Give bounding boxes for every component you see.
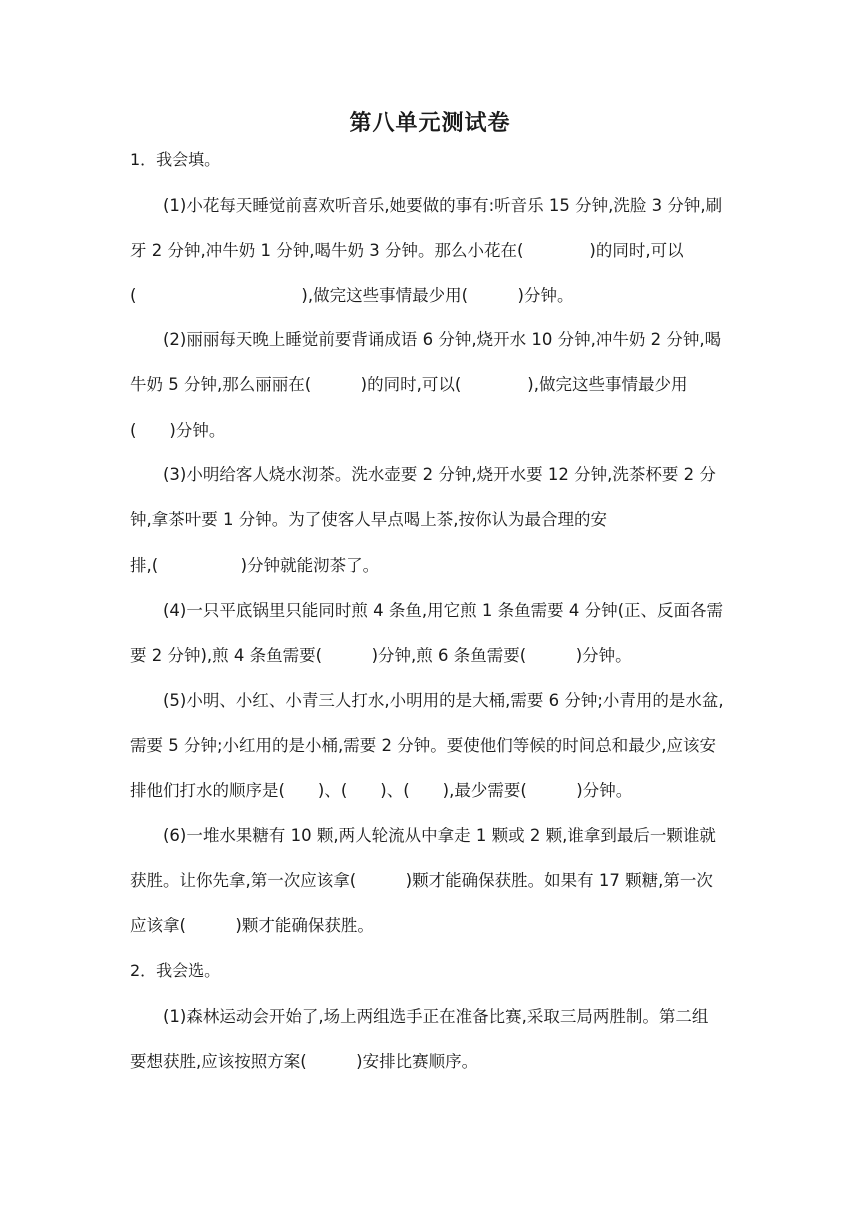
question-4-line-1: (4)一只平底锅里只能同时煎 4 条鱼,用它煎 1 条鱼需要 4 分钟(正、反面各需	[163, 601, 724, 620]
question-5-line-2: 需要 5 分钟;小红用的是小桶,需要 2 分钟。要使他们等候的时间总和最少,应该安	[130, 736, 717, 755]
question-6-line-3: 应该拿( )颗才能确保获胜。	[130, 916, 374, 935]
question-5-line-1: (5)小明、小红、小青三人打水,小明用的是大桶,需要 6 分钟;小青用的是水盆,	[163, 691, 724, 710]
choice-question-1-line-2: 要想获胜,应该按照方案( )安排比赛顺序。	[130, 1052, 479, 1071]
page-title: 第八单元测试卷	[349, 110, 511, 136]
question-1-line-1: (1)小花每天睡觉前喜欢听音乐,她要做的事有:听音乐 15 分钟,洗脸 3 分钟,刷	[163, 196, 723, 215]
section-heading-choose: 2．我会选。	[130, 961, 221, 980]
question-2-line-2: 牛奶 5 分钟,那么丽丽在( )的同时,可以( ),做完这些事情最少用	[130, 375, 688, 394]
question-5-line-3: 排他们打水的顺序是( )、( )、( ),最少需要( )分钟。	[130, 781, 633, 800]
question-1-line-2: 牙 2 分钟,冲牛奶 1 分钟,喝牛奶 3 分钟。那么小花在( )的同时,可以	[130, 241, 684, 260]
question-4-line-2: 要 2 分钟),煎 4 条鱼需要( )分钟,煎 6 条鱼需要( )分钟。	[130, 646, 632, 665]
question-1-line-3: ( ),做完这些事情最少用( )分钟。	[130, 286, 574, 305]
question-3-line-1: (3)小明给客人烧水沏茶。洗水壶要 2 分钟,烧开水要 12 分钟,洗茶杯要 2 分	[163, 465, 716, 484]
question-6-line-1: (6)一堆水果糖有 10 颗,两人轮流从中拿走 1 颗或 2 颗,谁拿到最后一颗谁就	[163, 826, 716, 845]
question-6-line-2: 获胜。让你先拿,第一次应该拿( )颗才能确保获胜。如果有 17 颗糖,第一次	[130, 871, 713, 890]
section-heading-fill: 1．我会填。	[130, 150, 221, 169]
choice-question-1-line-1: (1)森林运动会开始了,场上两组选手正在准备比赛,采取三局两胜制。第二组	[163, 1007, 709, 1026]
question-2-line-3: ( )分钟。	[130, 421, 226, 440]
question-2-line-1: (2)丽丽每天晚上睡觉前要背诵成语 6 分钟,烧开水 10 分钟,冲牛奶 2 分钟,喝	[163, 330, 722, 349]
question-3-line-2: 钟,拿茶叶要 1 分钟。为了使客人早点喝上茶,按你认为最合理的安	[130, 510, 607, 529]
question-3-line-3: 排,( )分钟就能沏茶了。	[130, 556, 380, 575]
